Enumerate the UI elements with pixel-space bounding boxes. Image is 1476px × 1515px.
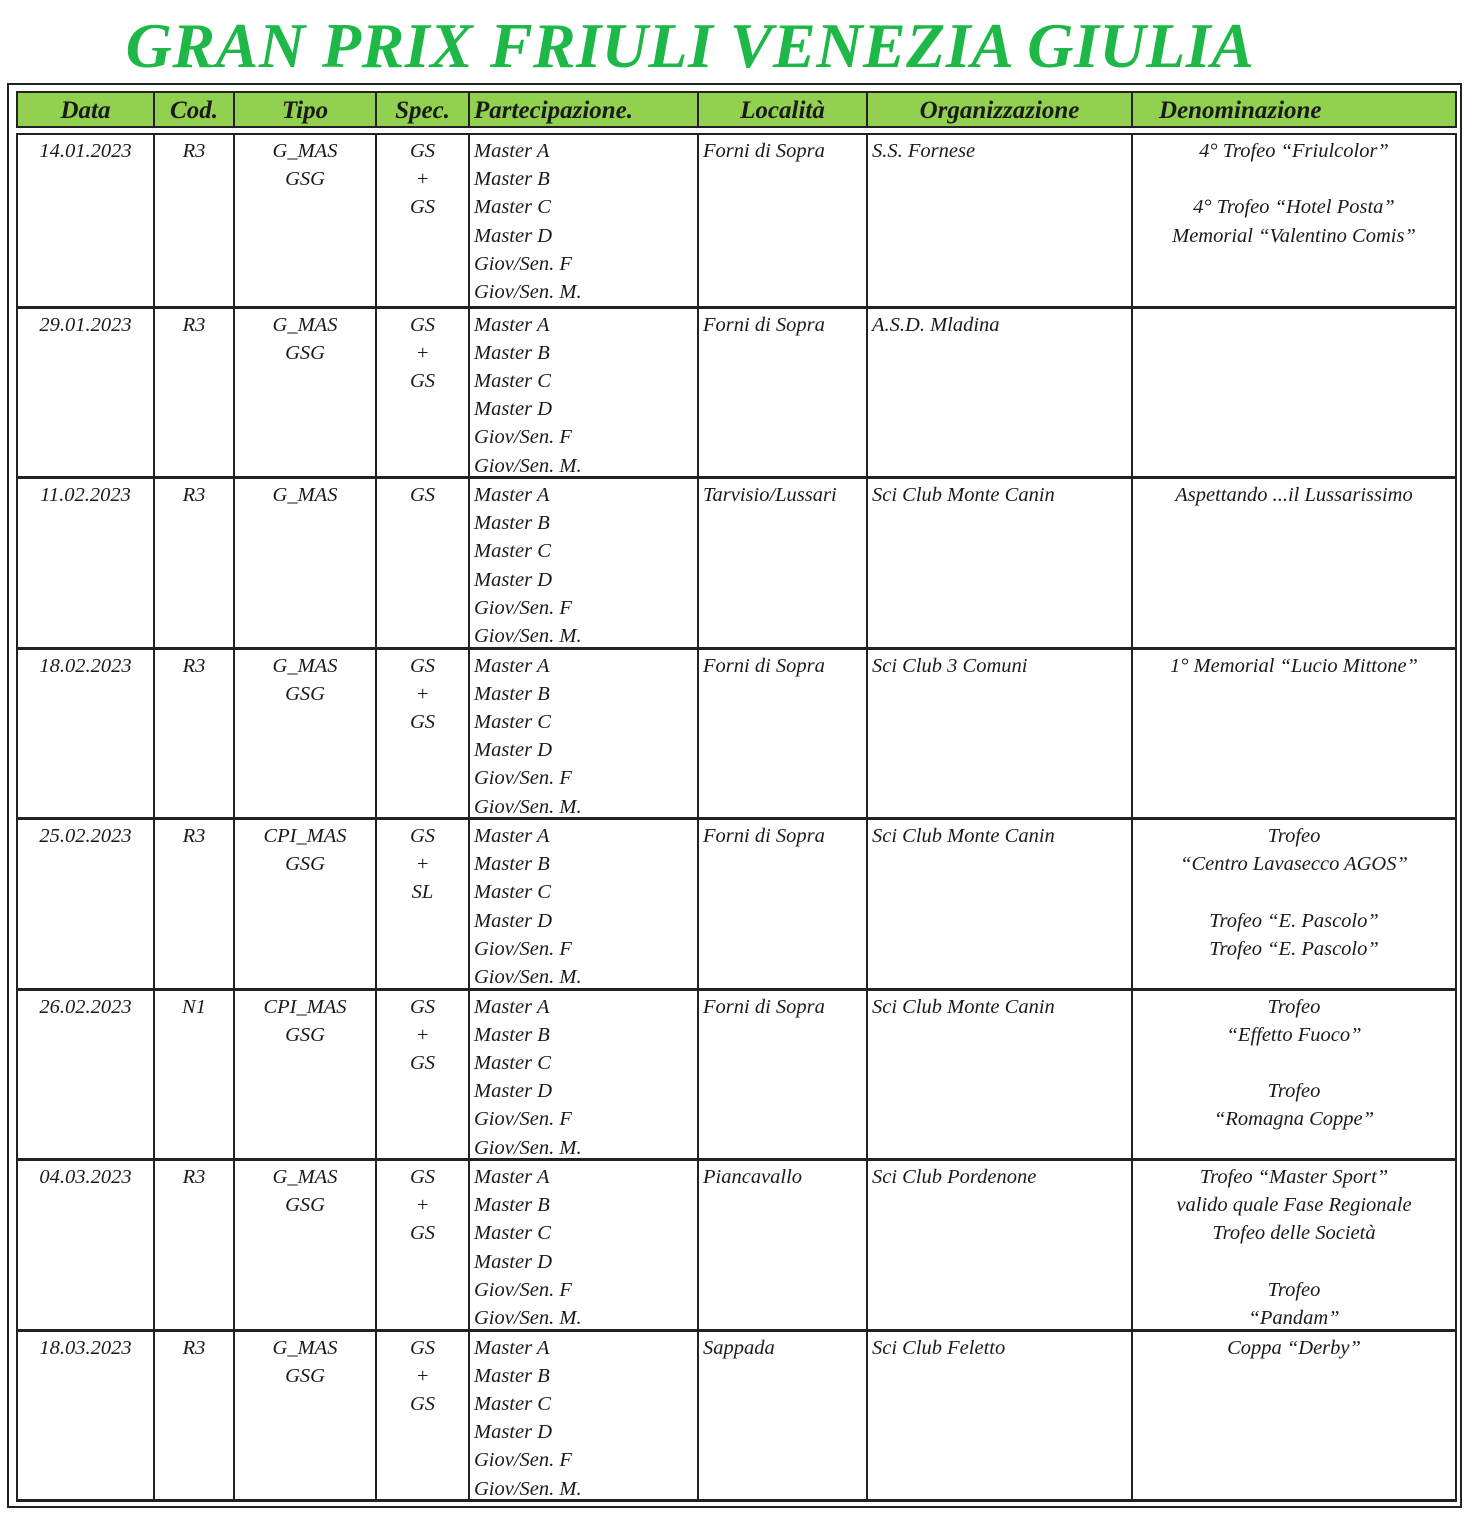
partecipazione-cell-line: Giov/Sen. F — [474, 596, 572, 619]
denominazione-cell-line: Coppa “Derby” — [1227, 1336, 1361, 1359]
localita-cell — [699, 1161, 868, 1329]
header-spec: Spec. — [377, 93, 470, 126]
partecipazione-cell-line: Master D — [474, 909, 553, 932]
date-cell-line: 29.01.2023 — [39, 313, 132, 336]
partecipazione-cell-line: Master D — [474, 1080, 553, 1103]
spec-cell-line: GS — [409, 710, 436, 733]
denominazione-cell-line: Trofeo “E. Pascolo” — [1209, 909, 1379, 932]
organizzazione-cell — [868, 479, 1133, 647]
tipo-cell-line: GSG — [285, 168, 325, 191]
denominazione-cell-line: Trofeo — [1267, 995, 1321, 1018]
localita-cell-line: Tarvisio/Lussari — [703, 484, 837, 506]
partecipazione-cell-line: Master C — [474, 540, 551, 563]
partecipazione-cell-line: Master A — [474, 1336, 550, 1359]
cod-cell — [155, 309, 235, 477]
spec-cell-line: GS — [409, 196, 436, 219]
localita-cell — [699, 820, 868, 988]
denominazione-cell-line — [1133, 165, 1455, 193]
tipo-cell-line: GSG — [285, 1023, 325, 1046]
tipo-cell-line: G_MAS — [272, 484, 338, 506]
header-tipo: Tipo — [235, 93, 377, 126]
tipo-cell-line: G_MAS — [272, 313, 338, 336]
partecipazione-cell-line: Master B — [474, 682, 550, 705]
partecipazione-cell-line: Giov/Sen. M. — [474, 1136, 582, 1158]
organizzazione-cell-line: Sci Club Monte Canin — [872, 825, 1055, 847]
partecipazione-cell-line: Master D — [474, 739, 553, 762]
denominazione-cell — [1133, 1161, 1455, 1329]
tipo-cell-line: GSG — [285, 1364, 325, 1387]
partecipazione-cell-line: Master B — [474, 512, 550, 535]
partecipazione-cell-line: Master A — [474, 313, 550, 336]
spec-cell-line: + — [415, 341, 430, 364]
cod-cell — [155, 1332, 235, 1500]
organizzazione-cell-line: Sci Club Monte Canin — [872, 995, 1055, 1018]
tipo-cell-line: CPI_MAS — [263, 825, 347, 847]
localita-cell-line: Forni di Sopra — [703, 654, 825, 677]
table-row — [18, 988, 1455, 1159]
organizzazione-cell — [868, 1332, 1133, 1500]
date-cell-line: 26.02.2023 — [39, 995, 132, 1018]
spec-cell-line: GS — [409, 825, 436, 847]
localita-cell — [699, 1332, 868, 1500]
organizzazione-cell-line: Sci Club 3 Comuni — [872, 654, 1028, 677]
partecipazione-cell-line: Giov/Sen. M. — [474, 281, 582, 304]
date-cell — [18, 1161, 155, 1329]
partecipazione-cell-line: Giov/Sen. M. — [474, 795, 582, 817]
cod-cell-line: R3 — [182, 825, 206, 847]
cod-cell — [155, 1161, 235, 1329]
partecipazione-cell-line: Master B — [474, 853, 550, 876]
partecipazione-cell-line: Giov/Sen. M. — [474, 625, 582, 647]
cod-cell-line: R3 — [182, 1336, 206, 1359]
spec-cell-line: SL — [411, 881, 434, 904]
partecipazione-cell-line: Master D — [474, 568, 553, 591]
denominazione-cell-line: “Romagna Coppe” — [1213, 1108, 1375, 1131]
partecipazione-cell-line: Giov/Sen. F — [474, 252, 572, 275]
header-cod: Cod. — [155, 93, 235, 126]
spec-cell — [377, 650, 470, 818]
spec-cell — [377, 309, 470, 477]
partecipazione-cell-line: Giov/Sen. F — [474, 1108, 572, 1131]
date-cell — [18, 479, 155, 647]
date-cell — [18, 1332, 155, 1500]
partecipazione-cell-line: Master A — [474, 140, 550, 162]
tipo-cell — [235, 1161, 377, 1329]
date-cell-line: 11.02.2023 — [40, 484, 131, 506]
partecipazione-cell-line: Giov/Sen. F — [474, 767, 572, 790]
header-partecipazione: Partecipazione. — [470, 93, 699, 126]
cod-cell — [155, 991, 235, 1159]
partecipazione-cell-line: Master D — [474, 1250, 553, 1273]
tipo-cell — [235, 991, 377, 1159]
partecipazione-cell-line: Master D — [474, 398, 553, 421]
denominazione-cell — [1133, 820, 1455, 988]
header-localita: Località — [699, 93, 868, 126]
cod-cell — [155, 135, 235, 306]
partecipazione-cell-line: Master B — [474, 1023, 550, 1046]
organizzazione-cell — [868, 650, 1133, 818]
denominazione-cell-line: Trofeo delle Società — [1212, 1222, 1376, 1245]
date-cell-line: 04.03.2023 — [39, 1166, 132, 1188]
partecipazione-cell-line: Master A — [474, 1166, 550, 1188]
tipo-cell — [235, 135, 377, 306]
cod-cell-line: R3 — [182, 140, 206, 162]
cod-cell — [155, 479, 235, 647]
date-cell-line: 14.01.2023 — [39, 140, 132, 162]
spec-cell-line: + — [415, 853, 430, 876]
denominazione-cell-line: 4° Trofeo “Friulcolor” — [1199, 140, 1389, 162]
date-cell — [18, 991, 155, 1159]
organizzazione-cell-line: Sci Club Monte Canin — [872, 484, 1055, 506]
spec-cell-line: GS — [409, 140, 436, 162]
denominazione-cell — [1133, 135, 1455, 306]
cod-cell — [155, 820, 235, 988]
partecipazione-cell-line: Master C — [474, 710, 551, 733]
tipo-cell-line: G_MAS — [272, 654, 338, 677]
localita-cell — [699, 650, 868, 818]
spec-cell — [377, 820, 470, 988]
denominazione-cell-line — [1133, 878, 1455, 906]
spec-cell-line: GS — [409, 1336, 436, 1359]
table-row — [18, 306, 1455, 477]
partecipazione-cell-line: Master A — [474, 825, 550, 847]
header-organizzazione: Organizzazione — [868, 93, 1133, 126]
spec-cell-line: + — [415, 682, 430, 705]
denominazione-cell-line: “Pandam” — [1248, 1307, 1340, 1329]
organizzazione-cell-line: Sci Club Pordenone — [872, 1166, 1037, 1188]
tipo-cell-line: G_MAS — [272, 1166, 338, 1188]
localita-cell — [699, 991, 868, 1159]
tipo-cell-line: GSG — [285, 1194, 325, 1217]
partecipazione-cell — [470, 135, 699, 306]
date-cell — [18, 135, 155, 306]
tipo-cell — [235, 309, 377, 477]
partecipazione-cell — [470, 309, 699, 477]
partecipazione-cell-line: Giov/Sen. F — [474, 1278, 572, 1301]
denominazione-cell-line: “Centro Lavasecco AGOS” — [1180, 853, 1408, 876]
tipo-cell — [235, 479, 377, 647]
tipo-cell-line: GSG — [285, 682, 325, 705]
spec-cell-line: + — [415, 1023, 430, 1046]
spec-cell-line: GS — [409, 1392, 436, 1415]
denominazione-cell-line: Memorial “Valentino Comis” — [1172, 224, 1416, 247]
denominazione-cell-line: Trofeo — [1267, 1080, 1321, 1103]
spec-cell-line: + — [415, 168, 430, 191]
partecipazione-cell-line: Master A — [474, 995, 550, 1018]
table-row — [18, 647, 1455, 818]
partecipazione-cell-line: Master A — [474, 484, 550, 506]
header-denominazione: Denominazione — [1159, 97, 1322, 124]
page-title: GRAN PRIX FRIULI VENEZIA GIULIA — [125, 10, 1255, 81]
tipo-cell — [235, 650, 377, 818]
tipo-cell — [235, 820, 377, 988]
denominazione-cell-line: Aspettando ...il Lussarissimo — [1175, 484, 1413, 506]
cod-cell-line: R3 — [182, 654, 206, 677]
date-cell — [18, 820, 155, 988]
table-row — [18, 1329, 1455, 1500]
denominazione-cell-line — [1133, 1248, 1455, 1276]
denominazione-cell-line — [1133, 1049, 1455, 1077]
organizzazione-cell-line: A.S.D. Mladina — [872, 313, 1000, 336]
header-data: Data — [18, 93, 155, 126]
localita-cell-line: Forni di Sopra — [703, 313, 825, 336]
organizzazione-cell-line: Sci Club Feletto — [872, 1336, 1006, 1359]
table-row — [18, 135, 1455, 306]
partecipazione-cell-line: Giov/Sen. M. — [474, 1307, 582, 1329]
table-row — [18, 817, 1455, 988]
denominazione-cell-line: Trofeo “E. Pascolo” — [1209, 937, 1379, 960]
date-cell-line: 18.02.2023 — [39, 654, 132, 677]
partecipazione-cell-line: Giov/Sen. M. — [474, 966, 582, 988]
localita-cell — [699, 135, 868, 306]
table-row — [18, 1158, 1455, 1329]
localita-cell — [699, 309, 868, 477]
organizzazione-cell — [868, 820, 1133, 988]
tipo-cell-line: G_MAS — [272, 1336, 338, 1359]
organizzazione-cell — [868, 1161, 1133, 1329]
denominazione-cell — [1133, 479, 1455, 647]
cod-cell-line: R3 — [182, 484, 206, 506]
denominazione-cell-line: “Effetto Fuoco” — [1226, 1023, 1362, 1046]
denominazione-cell-line: 1° Memorial “Lucio Mittone” — [1170, 654, 1418, 677]
date-cell — [18, 309, 155, 477]
table-header — [16, 91, 1457, 128]
spec-cell-line: GS — [409, 313, 436, 336]
spec-cell — [377, 135, 470, 306]
spec-cell-line: GS — [409, 1051, 436, 1074]
partecipazione-cell-line: Master C — [474, 196, 551, 219]
partecipazione-cell-line: Master A — [474, 654, 550, 677]
spec-cell-line: GS — [409, 1222, 436, 1245]
localita-cell-line: Forni di Sopra — [703, 995, 825, 1018]
spec-cell — [377, 991, 470, 1159]
localita-cell-line: Forni di Sopra — [703, 140, 825, 162]
spec-cell-line: + — [415, 1194, 430, 1217]
partecipazione-cell-line: Master D — [474, 224, 553, 247]
denominazione-cell — [1133, 991, 1455, 1159]
partecipazione-cell-line: Master C — [474, 1222, 551, 1245]
organizzazione-cell — [868, 991, 1133, 1159]
denominazione-cell-line: Trofeo “Master Sport” — [1199, 1166, 1389, 1188]
localita-cell-line: Forni di Sopra — [703, 825, 825, 847]
spec-cell-line: GS — [409, 484, 436, 506]
partecipazione-cell-line: Giov/Sen. M. — [474, 1477, 582, 1499]
spec-cell-line: GS — [409, 1166, 436, 1188]
cod-cell-line: R3 — [182, 1166, 206, 1188]
spec-cell — [377, 479, 470, 647]
date-cell — [18, 650, 155, 818]
date-cell-line: 18.03.2023 — [39, 1336, 132, 1359]
localita-cell-line: Piancavallo — [703, 1166, 803, 1188]
partecipazione-cell-line: Giov/Sen. F — [474, 937, 572, 960]
organizzazione-cell-line: S.S. Fornese — [872, 140, 976, 162]
spec-cell — [377, 1161, 470, 1329]
tipo-cell-line: G_MAS — [272, 140, 338, 162]
tipo-cell-line: GSG — [285, 341, 325, 364]
partecipazione-cell — [470, 650, 699, 818]
events-table — [16, 133, 1457, 1502]
spec-cell-line: + — [415, 1364, 430, 1387]
cod-cell-line: R3 — [182, 313, 206, 336]
denominazione-cell-line: 4° Trofeo “Hotel Posta” — [1193, 196, 1395, 219]
localita-cell-line: Sappada — [703, 1336, 775, 1359]
partecipazione-cell-line: Master B — [474, 1364, 550, 1387]
denominazione-cell-line: Trofeo — [1267, 1278, 1321, 1301]
table-row — [18, 476, 1455, 647]
cod-cell — [155, 650, 235, 818]
partecipazione-cell-line: Master C — [474, 369, 551, 392]
partecipazione-cell-line: Master C — [474, 881, 551, 904]
partecipazione-cell-line: Master C — [474, 1051, 551, 1074]
date-cell-line: 25.02.2023 — [39, 825, 132, 847]
spec-cell-line: GS — [409, 654, 436, 677]
spec-cell-line: GS — [409, 369, 436, 392]
partecipazione-cell — [470, 1332, 699, 1500]
spec-cell — [377, 1332, 470, 1500]
organizzazione-cell — [868, 309, 1133, 477]
partecipazione-cell-line: Master B — [474, 1194, 550, 1217]
partecipazione-cell-line: Giov/Sen. M. — [474, 454, 582, 476]
partecipazione-cell-line: Master B — [474, 341, 550, 364]
partecipazione-cell-line: Master B — [474, 168, 550, 191]
denominazione-cell — [1133, 1332, 1455, 1500]
partecipazione-cell-line: Giov/Sen. F — [474, 426, 572, 449]
localita-cell — [699, 479, 868, 647]
tipo-cell-line: GSG — [285, 853, 325, 876]
organizzazione-cell — [868, 135, 1133, 306]
partecipazione-cell-line: Giov/Sen. F — [474, 1449, 572, 1472]
partecipazione-cell — [470, 479, 699, 647]
spec-cell-line: GS — [409, 995, 436, 1018]
tipo-cell — [235, 1332, 377, 1500]
partecipazione-cell — [470, 991, 699, 1159]
partecipazione-cell-line: Master D — [474, 1421, 553, 1444]
cod-cell-line: N1 — [182, 995, 206, 1018]
partecipazione-cell — [470, 820, 699, 988]
partecipazione-cell — [470, 1161, 699, 1329]
denominazione-cell-line: Trofeo — [1267, 825, 1321, 847]
denominazione-cell — [1133, 650, 1455, 818]
denominazione-cell-line: valido quale Fase Regionale — [1176, 1194, 1412, 1217]
denominazione-cell — [1133, 309, 1455, 477]
partecipazione-cell-line: Master C — [474, 1392, 551, 1415]
tipo-cell-line: CPI_MAS — [263, 995, 347, 1018]
